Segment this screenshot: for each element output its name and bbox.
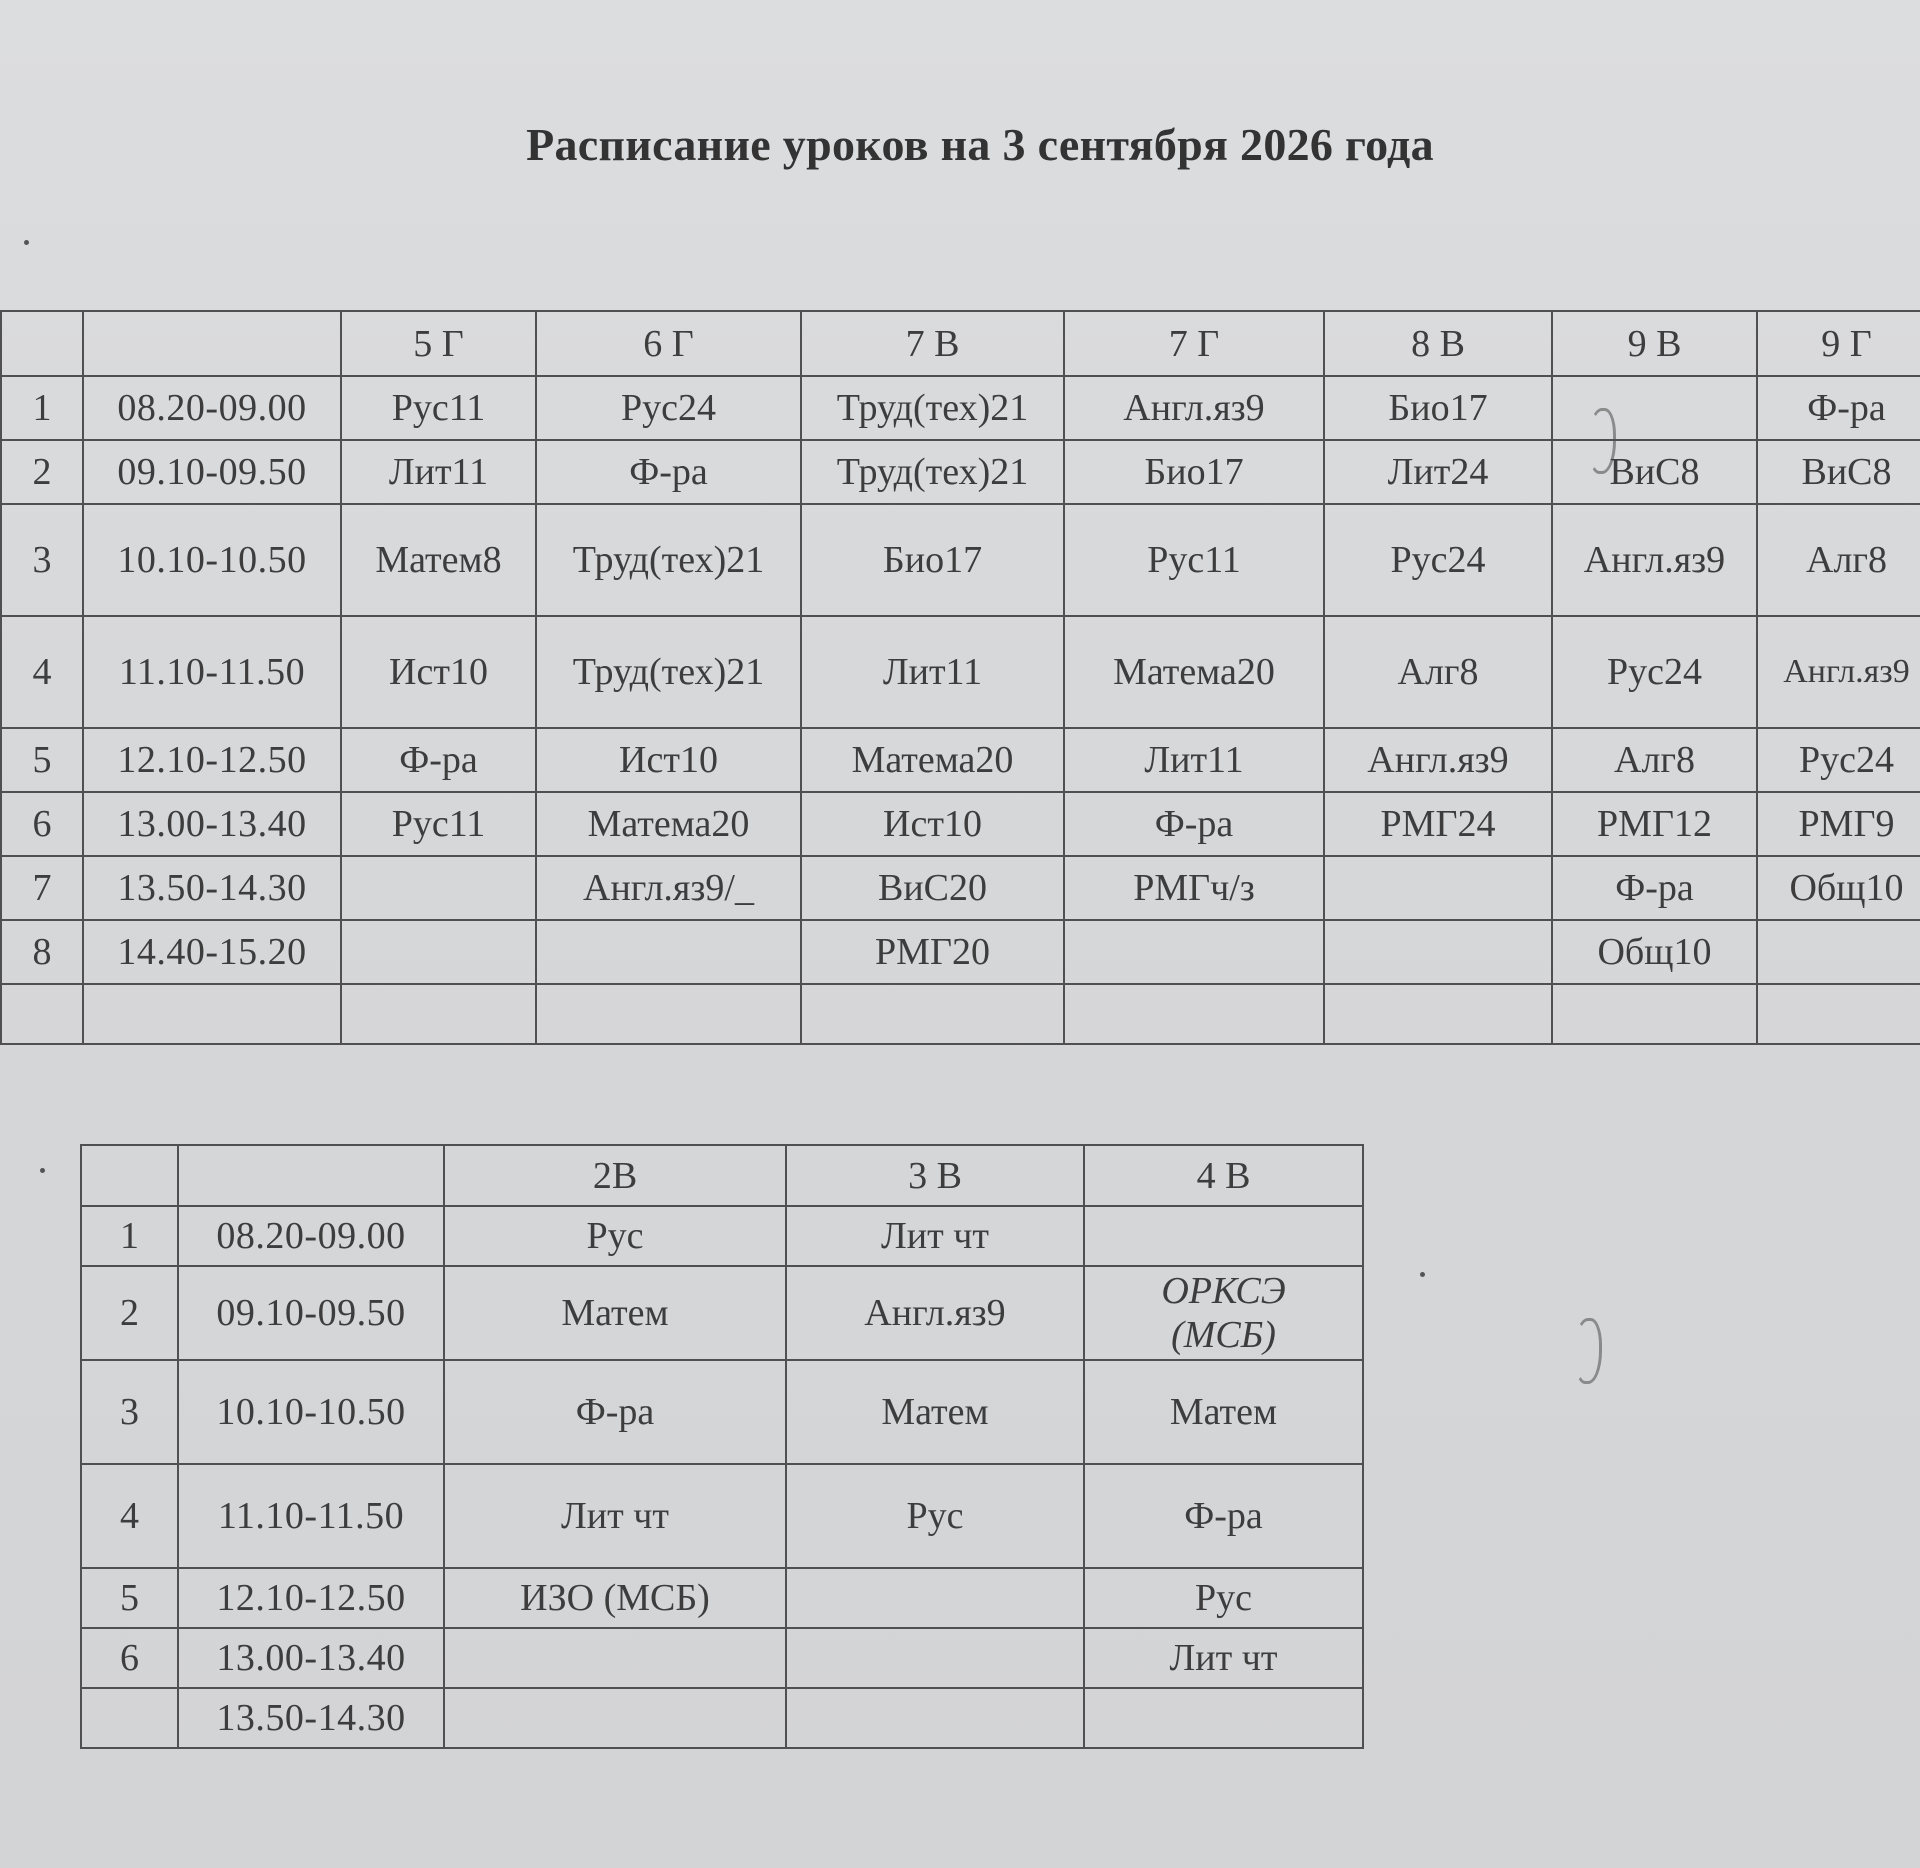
lesson-cell: Матем: [444, 1266, 786, 1360]
lesson-cell: [341, 920, 536, 984]
lesson-cell: Общ10: [1552, 920, 1757, 984]
table-row: [1, 440, 1920, 504]
lesson-cell: Матема20: [1064, 616, 1324, 728]
lesson-cell: ОРКСЭ (МСБ): [1084, 1266, 1363, 1360]
lesson-number: 2: [81, 1266, 178, 1360]
lesson-number: 1: [81, 1206, 178, 1266]
page-title: Расписание уроков на 3 сентября 2026 года: [526, 119, 1434, 170]
lesson-cell: [1324, 920, 1552, 984]
lesson-cell: Англ.яз9/_: [536, 856, 801, 920]
lesson-time: 08.20-09.00: [178, 1206, 444, 1266]
lesson-cell: Ф-ра: [1084, 1464, 1363, 1568]
header-cell: [81, 1145, 178, 1206]
ink-dot: [1420, 1272, 1425, 1277]
lesson-cell: Рус24: [1552, 616, 1757, 728]
lesson-cell: Труд(тех)21: [801, 376, 1064, 440]
lesson-time: 13.00-13.40: [83, 792, 341, 856]
lesson-time: 12.10-12.50: [83, 728, 341, 792]
lesson-cell: Ф-ра: [341, 728, 536, 792]
lesson-cell: [444, 1688, 786, 1748]
empty-cell: [1064, 984, 1324, 1044]
lesson-time: 08.20-09.00: [83, 376, 341, 440]
header-cell: 9 Г: [1757, 311, 1920, 376]
table-row: [81, 1568, 1363, 1628]
lesson-cell: Ист10: [341, 616, 536, 728]
table-row: [1, 728, 1920, 792]
lesson-cell: Ист10: [536, 728, 801, 792]
lesson-cell: Био17: [1064, 440, 1324, 504]
lesson-cell: Рус: [786, 1464, 1084, 1568]
header-cell: 6 Г: [536, 311, 801, 376]
lesson-cell: Матем: [1084, 1360, 1363, 1464]
lesson-cell: [536, 920, 801, 984]
lesson-cell: РМГ24: [1324, 792, 1552, 856]
lesson-number: 6: [81, 1628, 178, 1688]
lesson-cell: Англ.яз9: [786, 1266, 1084, 1360]
lesson-cell: Рус: [1084, 1568, 1363, 1628]
empty-cell: [341, 984, 536, 1044]
lesson-time: 10.10-10.50: [178, 1360, 444, 1464]
table-row: [81, 1464, 1363, 1568]
header-cell: 2В: [444, 1145, 786, 1206]
lesson-cell: РМГ12: [1552, 792, 1757, 856]
lesson-cell: Рус11: [1064, 504, 1324, 616]
lesson-cell: Ф-ра: [536, 440, 801, 504]
header-cell: 7 Г: [1064, 311, 1324, 376]
table-header-row: [81, 1145, 1363, 1206]
header-cell: 3 В: [786, 1145, 1084, 1206]
table-row: [81, 1266, 1363, 1360]
table-row: [81, 1360, 1363, 1464]
lesson-cell: [341, 856, 536, 920]
lesson-number: 3: [81, 1360, 178, 1464]
lesson-time: 11.10-11.50: [83, 616, 341, 728]
schedule-table-lower: [80, 1144, 1364, 1749]
lesson-cell: Био17: [1324, 376, 1552, 440]
lesson-time: 13.50-14.30: [83, 856, 341, 920]
lesson-number: 7: [1, 856, 83, 920]
lesson-cell: Матем: [786, 1360, 1084, 1464]
lesson-cell: Общ10: [1757, 856, 1920, 920]
empty-cell: [1757, 984, 1920, 1044]
header-cell: 5 Г: [341, 311, 536, 376]
lesson-cell: ВиС8: [1757, 440, 1920, 504]
lesson-cell: ВиС20: [801, 856, 1064, 920]
lesson-cell: Ф-ра: [444, 1360, 786, 1464]
table-row: [81, 1206, 1363, 1266]
lesson-cell: Лит чт: [786, 1206, 1084, 1266]
lesson-cell: Рус: [444, 1206, 786, 1266]
lesson-cell: Лит чт: [444, 1464, 786, 1568]
lesson-cell: [786, 1568, 1084, 1628]
lesson-cell: [1324, 856, 1552, 920]
lesson-cell: Рус24: [1324, 504, 1552, 616]
lesson-time: 14.40-15.20: [83, 920, 341, 984]
lesson-cell: Алг8: [1552, 728, 1757, 792]
lesson-cell: Труд(тех)21: [536, 616, 801, 728]
lesson-time: 09.10-09.50: [83, 440, 341, 504]
table-row: [1, 920, 1920, 984]
lesson-cell: Матема20: [536, 792, 801, 856]
header-cell: [1, 311, 83, 376]
lesson-cell: [1084, 1688, 1363, 1748]
lesson-cell: РМГч/з: [1064, 856, 1324, 920]
lesson-cell: ВиС8: [1552, 440, 1757, 504]
lesson-number: 4: [1, 616, 83, 728]
lesson-cell: Ист10: [801, 792, 1064, 856]
empty-cell: [1552, 984, 1757, 1044]
table-row: [1, 616, 1920, 728]
lesson-time: 11.10-11.50: [178, 1464, 444, 1568]
lesson-cell: Труд(тех)21: [801, 440, 1064, 504]
lesson-number: 5: [81, 1568, 178, 1628]
lesson-cell: Матем8: [341, 504, 536, 616]
lesson-number: [81, 1688, 178, 1748]
lesson-cell: Матема20: [801, 728, 1064, 792]
table-row: [1, 792, 1920, 856]
table-row: [1, 984, 1920, 1044]
table-header-row: [1, 311, 1920, 376]
lesson-cell: Лит чт: [1084, 1628, 1363, 1688]
lesson-cell: Лит11: [801, 616, 1064, 728]
lesson-cell: Ф-ра: [1552, 856, 1757, 920]
ink-dot: [40, 1168, 45, 1173]
header-cell: 9 В: [1552, 311, 1757, 376]
ink-dot: [24, 240, 29, 245]
lesson-cell: Англ.яз9: [1324, 728, 1552, 792]
lesson-cell: Алг8: [1324, 616, 1552, 728]
lesson-cell: Лит24: [1324, 440, 1552, 504]
lesson-cell: Био17: [801, 504, 1064, 616]
lesson-time: 09.10-09.50: [178, 1266, 444, 1360]
lesson-time: 13.50-14.30: [178, 1688, 444, 1748]
lesson-cell: [786, 1628, 1084, 1688]
lesson-cell: Англ.яз9: [1757, 616, 1920, 728]
lesson-cell: РМГ20: [801, 920, 1064, 984]
empty-cell: [1, 984, 83, 1044]
lesson-number: 2: [1, 440, 83, 504]
header-cell: 7 В: [801, 311, 1064, 376]
lesson-cell: [444, 1628, 786, 1688]
lesson-cell: Рус11: [341, 792, 536, 856]
lesson-cell: [1084, 1206, 1363, 1266]
lesson-cell: Рус24: [536, 376, 801, 440]
lesson-time: 12.10-12.50: [178, 1568, 444, 1628]
lesson-cell: Лит11: [341, 440, 536, 504]
lesson-number: 6: [1, 792, 83, 856]
lesson-number: 3: [1, 504, 83, 616]
lesson-cell: Труд(тех)21: [536, 504, 801, 616]
lesson-cell: ИЗО (МСБ): [444, 1568, 786, 1628]
header-cell: [83, 311, 341, 376]
lesson-time: 10.10-10.50: [83, 504, 341, 616]
lesson-cell: Англ.яз9: [1552, 504, 1757, 616]
lesson-cell: [1552, 376, 1757, 440]
table-row: [1, 504, 1920, 616]
empty-cell: [83, 984, 341, 1044]
header-cell: 8 В: [1324, 311, 1552, 376]
lesson-number: 4: [81, 1464, 178, 1568]
table-row: [1, 856, 1920, 920]
lesson-cell: [786, 1688, 1084, 1748]
lesson-cell: Англ.яз9: [1064, 376, 1324, 440]
lesson-cell: Лит11: [1064, 728, 1324, 792]
pen-mark: [1574, 1318, 1602, 1384]
empty-cell: [801, 984, 1064, 1044]
lesson-number: 1: [1, 376, 83, 440]
header-cell: [178, 1145, 444, 1206]
lesson-cell: Рус11: [341, 376, 536, 440]
empty-cell: [1324, 984, 1552, 1044]
lesson-cell: Рус24: [1757, 728, 1920, 792]
schedule-table-upper: [0, 310, 1920, 1045]
table-row: [81, 1628, 1363, 1688]
header-cell: 4 В: [1084, 1145, 1363, 1206]
lesson-number: 8: [1, 920, 83, 984]
empty-cell: [536, 984, 801, 1044]
lesson-cell: РМГ9: [1757, 792, 1920, 856]
table-row: [1, 376, 1920, 440]
lesson-cell: [1064, 920, 1324, 984]
lesson-cell: Ф-ра: [1064, 792, 1324, 856]
lesson-cell: Алг8: [1757, 504, 1920, 616]
lesson-time: 13.00-13.40: [178, 1628, 444, 1688]
lesson-cell: [1757, 920, 1920, 984]
table-row: [81, 1688, 1363, 1748]
lesson-cell: Ф-ра: [1757, 376, 1920, 440]
lesson-number: 5: [1, 728, 83, 792]
